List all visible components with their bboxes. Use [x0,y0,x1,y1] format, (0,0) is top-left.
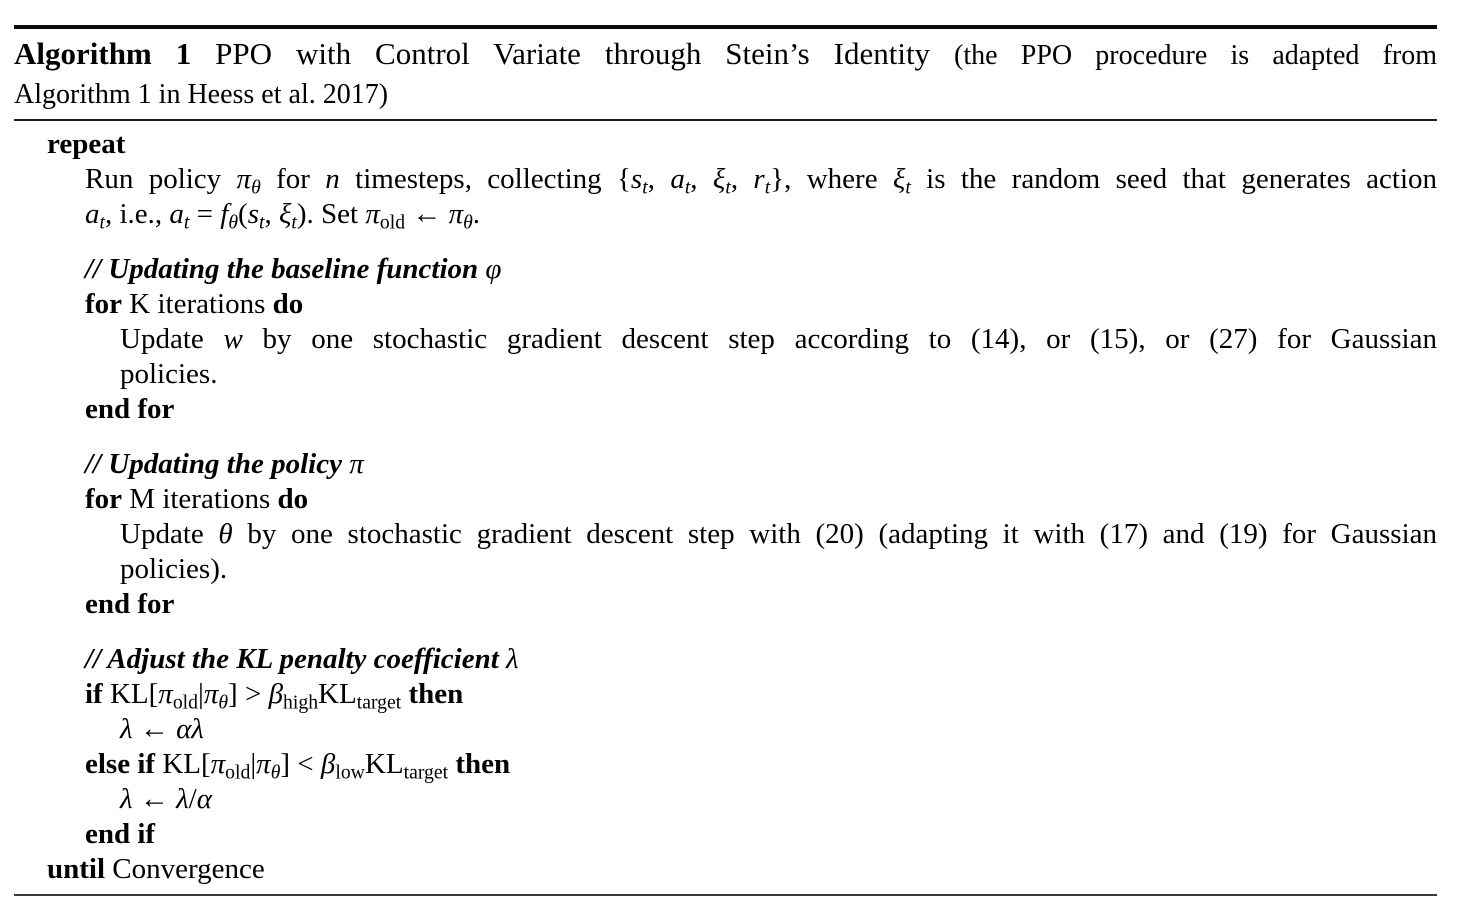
algo-segment: = [189,198,221,230]
algo-segment: φ [485,253,502,285]
algo-segment: $\pi_\theta$ [203,678,229,714]
algo-segment: n [325,163,340,195]
caption-note-part2: Algorithm 1 in Heess et al. 2017) [14,79,389,110]
algo-line-9 [14,447,1437,482]
subscript: t [291,211,297,234]
algorithm-label: Algorithm 1 [14,36,192,71]
algo-segment: end if [85,818,156,850]
subscript: t [99,211,105,234]
algo-segment: $\pi_\theta$ [236,163,261,199]
algo-segment: KL[ [155,748,211,780]
algo-segment: $\xi_t$ [712,163,731,199]
algo-segment: αλ [176,713,204,745]
algo-segment: K iterations [122,288,273,320]
algo-segment: λ [176,783,189,815]
algo-segment: do [272,288,304,320]
algo-segment: π [349,448,364,480]
subscript: t [183,211,190,234]
subscript: t [684,176,691,199]
algo-segment: Run policy [85,163,237,195]
algo-line-13 [14,587,1437,622]
algo-segment: λ [506,643,519,675]
algo-segment: for [260,163,326,195]
caption-line-1 [14,35,1437,74]
algo-line-12 [14,552,1437,587]
algo-segment: ← [132,713,177,745]
algo-line-17 [14,747,1437,782]
subscript: t [725,176,731,199]
algo-line-20 [14,852,1437,887]
algo-segment: $KL_{target}$ [364,748,449,784]
algo-segment: for [85,483,123,515]
subscript: high [283,691,319,714]
subscript: t [642,176,648,199]
algo-segment: $\beta_{low}$ [320,748,365,784]
algo-segment: $\pi_\theta$ [256,748,281,784]
algo-segment: ] < [280,748,321,780]
subscript: θ [251,176,261,199]
algo-segment: | [198,678,204,710]
subscript: t [258,211,265,234]
algo-segment: KL[ [102,678,159,710]
algo-segment: $\pi_{old}$ [210,748,251,784]
subscript: θ [228,211,239,234]
algo-segment: by one stochastic gradient descent step according to (14), or (15), or (27) for Gaussian [242,323,1437,355]
algo-segment: // Updating the baseline function [85,253,486,285]
subscript: old [225,761,251,784]
algo-segment: end for [85,588,175,620]
algo-segment: end for [85,393,175,425]
algo-segment: w [223,323,243,355]
algo-segment: $r_t$ [753,163,771,199]
subscript: target [356,691,402,714]
algo-segment: M iterations [122,483,278,515]
algo-segment: ( [238,198,248,230]
algo-segment: $\pi_\theta$ [448,198,473,234]
subscript: old [379,211,406,234]
algo-segment: then [408,678,464,710]
algo-segment: λ [120,713,133,745]
algo-segment: $s_t$ [630,163,648,199]
algo-segment: $\pi_{old}$ [365,198,406,234]
algo-segment: else if [85,748,156,780]
algo-segment: $\xi_t$ [892,163,911,199]
algo-segment: until [47,853,106,885]
subscript: t [905,176,911,199]
algorithm-title: PPO with Control Variate through Stein’s Identity [191,36,955,71]
algo-segment: repeat [47,128,126,160]
algo-segment: by one stochastic gradient descent step with (20) (adapting it with (17) and (19) for Gaussian [232,518,1437,550]
algo-segment: Update [120,323,224,355]
algo-segment: if [85,678,103,710]
algo-segment: ] > [228,678,269,710]
algo-line-7 [14,357,1437,392]
subscript: target [403,761,449,784]
algo-segment: $a_t$ [169,198,190,234]
algo-segment: , [690,163,713,195]
bottom-rule [14,894,1437,896]
algo-segment: is the random seed that generates action [910,163,1438,195]
algo-segment: Convergence [105,853,265,885]
algo-line-2 [14,162,1437,197]
algo-line-11 [14,517,1437,552]
algo-line-18 [14,782,1437,817]
algo-segment: , [264,198,279,230]
algo-segment: }, where [770,163,893,195]
algo-segment: / [188,783,197,815]
algo-line-14 [14,642,1437,677]
algo-segment: $a_t$ [670,163,691,199]
algo-segment: λ [120,783,133,815]
algo-segment: then [455,748,511,780]
algo-segment: . [472,198,481,230]
algo-segment: θ [218,518,233,550]
subscript: low [335,761,365,784]
algo-segment: α [196,783,212,815]
algo-segment: for [85,288,123,320]
algo-segment: policies). [120,553,228,585]
algo-segment: $\xi_t$ [278,198,297,234]
algo-segment: $a_t$ [85,198,105,234]
algo-segment: Update [120,518,219,550]
algo-line-10 [14,482,1437,517]
algo-line-1 [14,127,1437,162]
algo-segment: , [730,163,754,195]
algo-segment: // Adjust the KL penalty coefficient [85,643,507,675]
subscript: θ [218,691,229,714]
subscript: θ [270,761,281,784]
algo-segment: ). Set [296,198,366,230]
algorithm-body [14,121,1437,894]
algo-segment: $\beta_{high}$ [268,678,319,714]
algo-segment: // Updating the policy [85,448,350,480]
algo-segment: ← [132,783,177,815]
subscript: t [764,176,771,199]
caption-note-part1: (the PPO procedure is adapted from [954,40,1438,71]
algo-line-8 [14,392,1437,427]
algorithm-caption [14,29,1437,119]
algo-segment: do [277,483,309,515]
algo-line-15 [14,677,1437,712]
caption-line-2 [14,74,1437,113]
algo-line-4 [14,252,1437,287]
subscript: old [172,691,199,714]
algo-segment: $KL_{target}$ [318,678,402,714]
algo-line-3 [14,197,1437,232]
algo-segment: $f_\theta$ [220,198,239,234]
algo-segment: policies. [120,358,218,390]
algo-segment: ← [405,198,449,230]
subscript: θ [463,211,473,234]
algo-segment: $s_t$ [247,198,265,234]
algo-line-5 [14,287,1437,322]
algo-line-19 [14,817,1437,852]
algo-segment: , [647,163,671,195]
algo-segment: $\pi_{old}$ [158,678,199,714]
algo-segment: timesteps, collecting { [339,163,631,195]
algo-line-16 [14,712,1437,747]
algo-line-6 [14,322,1437,357]
algo-segment: | [250,748,257,780]
algo-segment: , i.e., [104,198,170,230]
